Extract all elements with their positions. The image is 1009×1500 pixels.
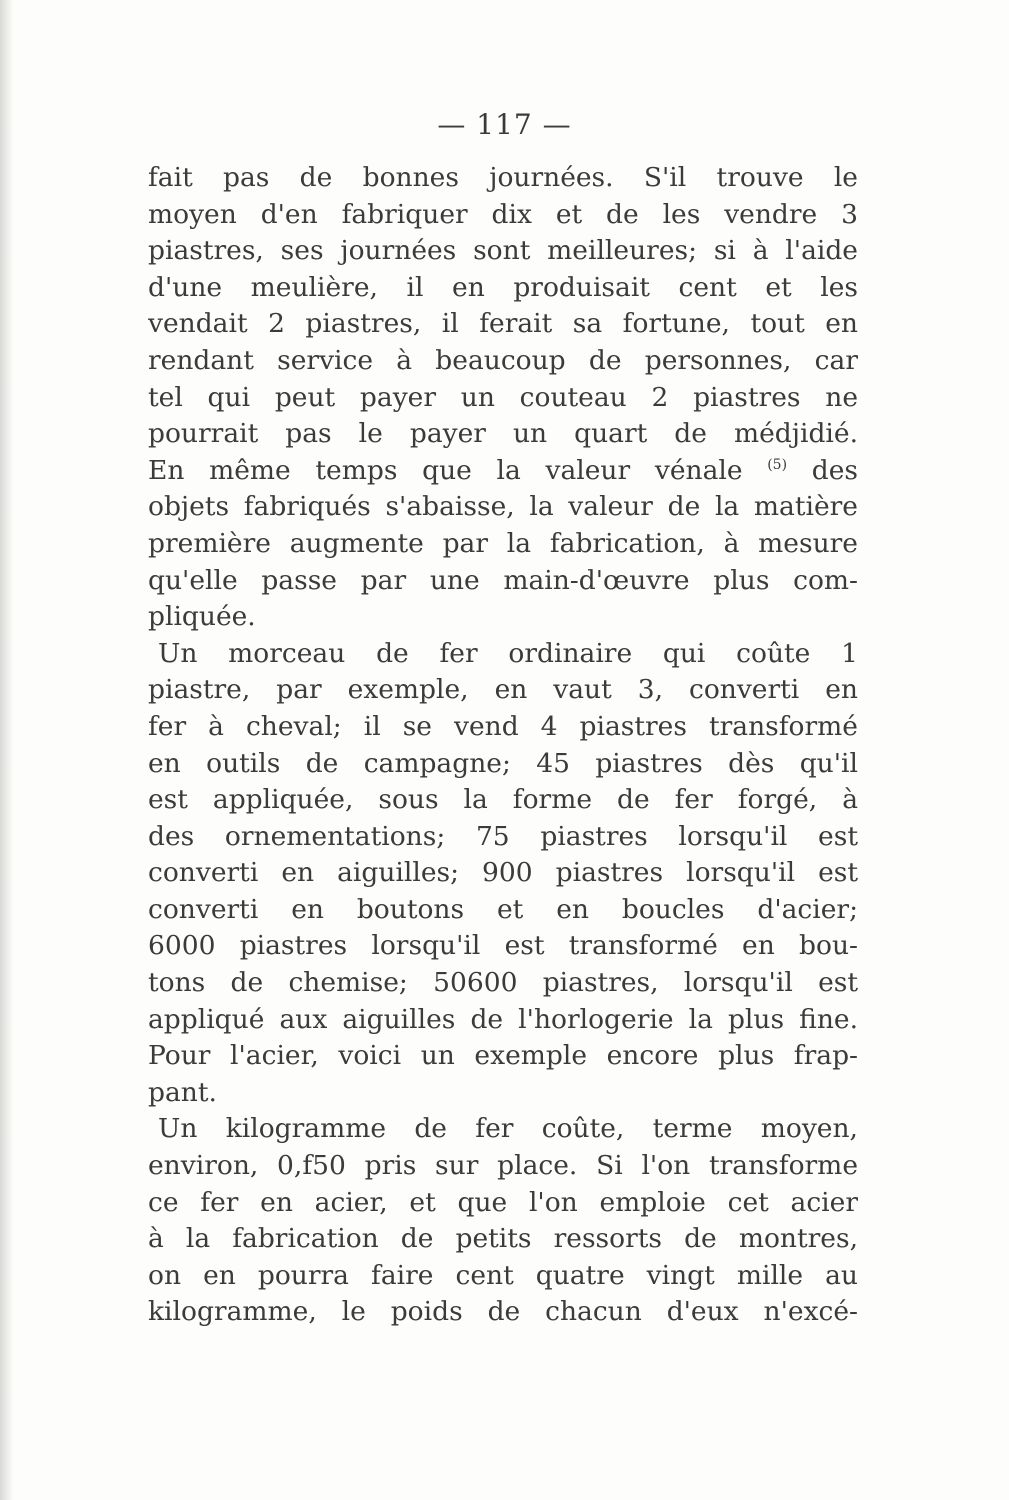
text-line: 6000 piastres lorsqu'il est transformé en bou- [148,930,858,962]
text-line: environ, 0,f50 pris sur place. Si l'on transforme [148,1150,858,1182]
text-line: converti en boutons et en boucles d'acier; [148,893,858,925]
page-binding-shadow [0,0,14,1500]
text-line: piastres, ses journées sont meilleures; si à l'aide [148,235,858,267]
text-line: appliqué aux aiguilles de l'horlogerie la plus fine. [148,1003,858,1035]
paragraph-start-line: Un kilogramme de fer coûte, terme moyen, [158,1113,858,1145]
text-line: à la fabrication de petits ressorts de montres, [148,1223,858,1255]
text-line-with-footnote [148,453,858,490]
paragraph-start-line: Un morceau de fer ordinaire qui coûte 1 [158,637,858,669]
text-line: pourrait pas le payer un quart de médjidié. [148,418,858,450]
text-line: qu'elle passe par une main-d'œuvre plus com- [148,564,858,596]
text-line: objets fabriqués s'abaisse, la valeur de la matière [148,491,858,523]
text-line: fer à cheval; il se vend 4 piastres transformé [148,710,858,742]
text-line: pliquée. [148,601,256,633]
page-number: — 117 — [437,108,572,141]
body-text [148,160,858,1331]
text-line: d'une meulière, il en produisait cent et les [148,271,858,303]
text-segment: En même temps que la valeur vénale [148,454,768,486]
text-line: fait pas de bonnes journées. S'il trouve le [148,162,858,193]
text-line: ce fer en acier, et que l'on emploie cet acier [148,1186,858,1218]
text-line: en outils de campagne; 45 piastres dès qu'il [148,747,858,779]
footnote-reference: (5) [767,456,788,473]
text-line: Pour l'acier, voici un exemple encore plus frap- [148,1040,858,1072]
text-line: piastre, par exemple, en vaut 3, converti en [148,674,858,706]
text-line: kilogramme, le poids de chacun d'eux n'excé- [148,1296,858,1328]
text-line: rendant service à beaucoup de personnes, car [148,344,858,376]
text-line: on en pourra faire cent quatre vingt mille au [148,1259,858,1291]
text-line: converti en aiguilles; 900 piastres lorsqu'il est [148,857,858,889]
text-line: moyen d'en fabriquer dix et de les vendre 3 [148,198,858,230]
text-line: tel qui peut payer un couteau 2 piastres ne [148,381,858,413]
text-line: est appliquée, sous la forme de fer forgé, à [148,784,858,816]
text-line: vendait 2 piastres, il ferait sa fortune, tout en [148,308,858,340]
text-segment: des [787,454,858,486]
text-line: tons de chemise; 50600 piastres, lorsqu'il est [148,967,858,999]
text-line: première augmente par la fabrication, à mesure [148,527,858,559]
text-line: pant. [148,1076,217,1108]
text-line: des ornementations; 75 piastres lorsqu'il est [148,820,858,852]
